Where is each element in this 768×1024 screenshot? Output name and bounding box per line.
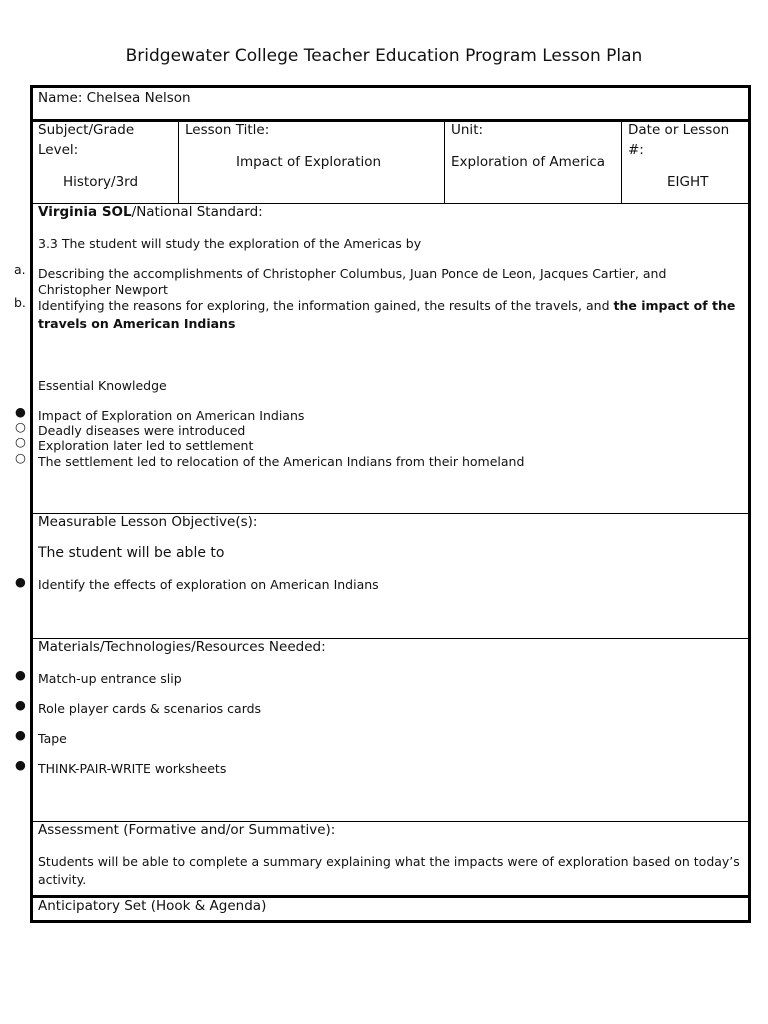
page-title: Bridgewater College Teacher Education Program Lesson Plan (125, 46, 643, 66)
materials-item-2: Tape (38, 731, 67, 746)
ek-marker-1: ○ (15, 419, 26, 434)
anticipatory-section (33, 898, 748, 920)
sol-b-line1: Identifying the reasons for exploring, the information gained, the results of the travels, and the impact of the (38, 298, 736, 313)
ek-heading: Essential Knowledge (38, 378, 167, 393)
ek-marker-3: ○ (15, 450, 26, 465)
date-label-2: #: (628, 142, 644, 158)
objective-item: Identify the effects of exploration on American Indians (38, 577, 379, 592)
ek-item-1: Deadly diseases were introduced (38, 423, 246, 438)
header-row (33, 122, 748, 204)
unit-cell (445, 122, 622, 203)
lesson-cell (179, 122, 445, 203)
subject-value: History/3rd (63, 174, 139, 190)
materials-item-1: Role player cards & scenarios cards (38, 701, 262, 716)
date-value: EIGHT (667, 174, 709, 190)
assessment-section (33, 822, 748, 898)
unit-label: Unit: (451, 122, 484, 138)
materials-heading: Materials/Technologies/Resources Needed: (38, 639, 326, 655)
lesson-value: Impact of Exploration (236, 154, 382, 170)
sol-a-line1: Describing the accomplishments of Christopher Columbus, Juan Ponce de Leon, Jacques Cartier, and (38, 266, 667, 281)
lesson-label: Lesson Title: (185, 122, 270, 138)
materials-marker-0: ● (15, 667, 26, 682)
sol-b-line2: travels on American Indians (38, 316, 236, 331)
sol-a-marker: a. (14, 262, 26, 277)
assessment-line1: Students will be able to complete a summary explaining what the impacts were of exploration based on today’s (38, 854, 740, 869)
objective-heading: Measurable Lesson Objective(s): (38, 514, 258, 530)
ek-item-0: Impact of Exploration on American Indians (38, 408, 305, 423)
sol-intro: 3.3 The student will study the exploration of the Americas by (38, 236, 422, 251)
objective-intro: The student will be able to (38, 545, 225, 561)
anticipatory-heading: Anticipatory Set (Hook & Agenda) (38, 898, 267, 914)
ek-item-3: The settlement led to relocation of the American Indians from their homeland (38, 454, 525, 469)
materials-marker-2: ● (15, 727, 26, 742)
subject-label-2: Level: (38, 142, 79, 158)
unit-value: Exploration of America (451, 154, 606, 170)
assessment-heading: Assessment (Formative and/or Summative): (38, 822, 336, 838)
materials-marker-1: ● (15, 697, 26, 712)
materials-marker-3: ● (15, 757, 26, 772)
sol-heading: Virginia SOL/National Standard: (38, 204, 263, 220)
lesson-plan-form (30, 85, 751, 923)
subject-label: Subject/Grade (38, 122, 135, 138)
assessment-line2: activity. (38, 872, 87, 887)
ek-marker-2: ○ (15, 434, 26, 449)
ek-item-2: Exploration later led to settlement (38, 438, 254, 453)
sol-section (33, 204, 748, 514)
name-field: Name: Chelsea Nelson (38, 90, 191, 106)
ek-marker-0: ● (15, 404, 26, 419)
sol-a-line2: Christopher Newport (38, 282, 168, 297)
date-cell (622, 122, 748, 203)
date-label: Date or Lesson (628, 122, 730, 138)
sol-b-marker: b. (14, 295, 26, 310)
objective-marker: ● (15, 574, 26, 589)
materials-section (33, 639, 748, 822)
name-row (33, 88, 748, 122)
materials-item-3: THINK-PAIR-WRITE worksheets (38, 761, 227, 776)
objective-section (33, 514, 748, 639)
subject-cell (33, 122, 179, 203)
materials-item-0: Match-up entrance slip (38, 671, 182, 686)
